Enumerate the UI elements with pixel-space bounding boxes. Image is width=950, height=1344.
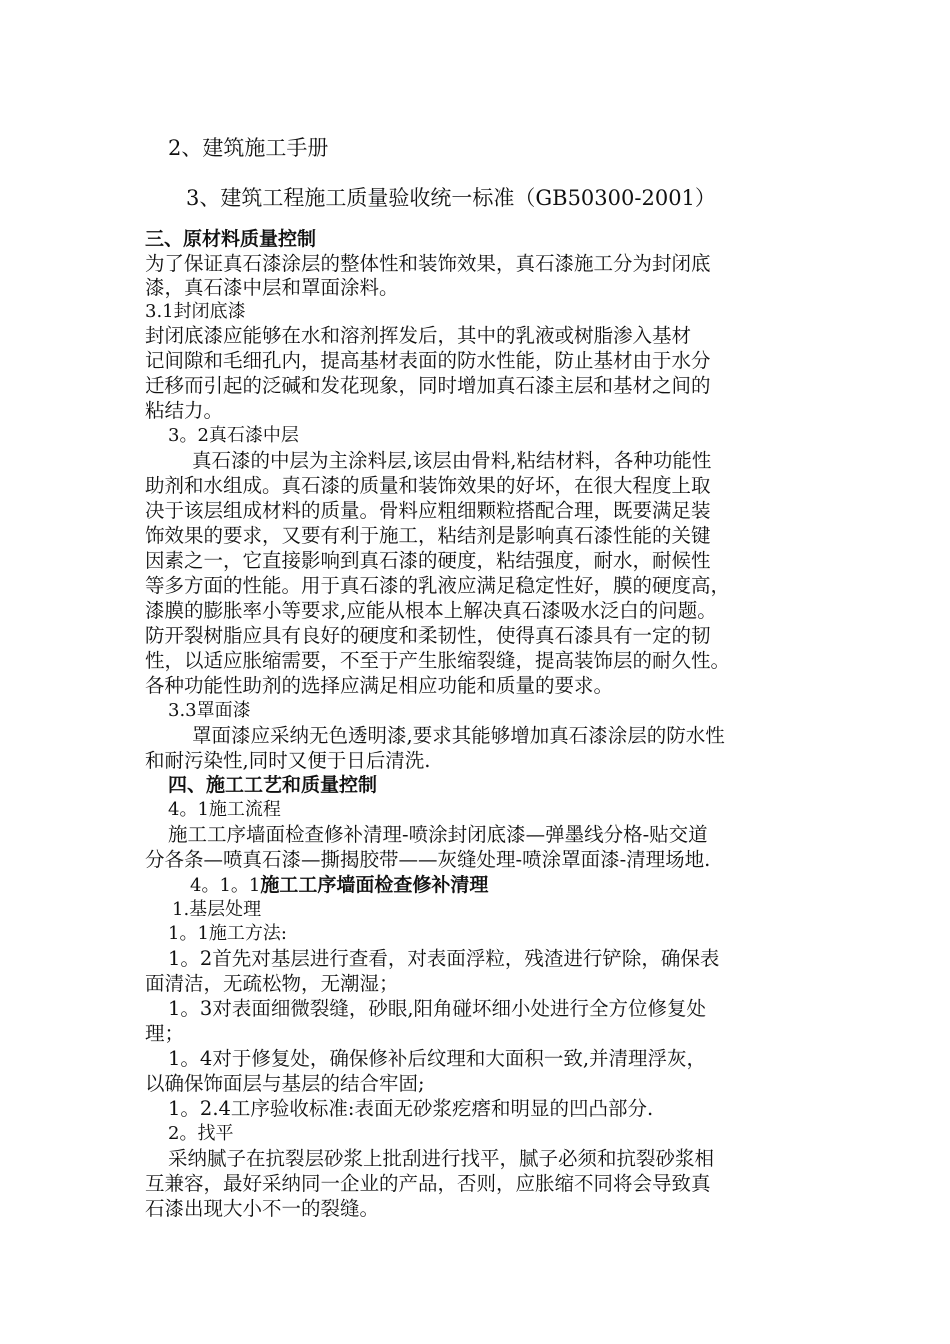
paragraph-line: 真石漆的中层为主涂料层,该层由骨料,粘结材料，各种功能性 (192, 449, 712, 472)
list-item: 2。找平 (168, 1123, 234, 1144)
list-item: 理； (145, 1022, 185, 1045)
subsection-title: 3.3罩面漆 (168, 700, 251, 721)
reference-item: 2、建筑施工手册 (168, 136, 329, 160)
paragraph-line: 防开裂树脂应具有良好的硬度和柔韧性，使得真石漆具有一定的韧 (145, 624, 711, 647)
paragraph-line: 性，以适应胀缩需要，不至于产生胀缩裂缝，提高装饰层的耐久性。 (145, 649, 731, 672)
subsection-title: 4。1施工流程 (168, 799, 281, 820)
paragraph-line: 施工工序墙面检查修补清理-喷涂封闭底漆—弹墨线分格-贴交道 (168, 823, 708, 846)
paragraph-line: 罩面漆应采纳无色透明漆,要求其能够增加真石漆涂层的防水性 (192, 724, 725, 747)
list-item: 1.基层处理 (172, 899, 262, 920)
paragraph-line: 采纳腻子在抗裂层砂浆上批刮进行找平，腻子必须和抗裂砂浆相 (168, 1147, 715, 1170)
paragraph-line: 封闭底漆应能够在水和溶剂挥发后，其中的乳液或树脂渗入基材 (145, 324, 692, 347)
list-item: 面清洁，无疏松物，无潮湿； (145, 972, 399, 995)
subsection-title: 3.1封闭底漆 (145, 301, 246, 322)
paragraph-line: 各种功能性助剂的选择应满足相应功能和质量的要求。 (145, 674, 614, 697)
subsubsection-title (190, 873, 488, 898)
subsubsection-label: 施工工序墙面检查修补清理 (260, 874, 489, 896)
paragraph-line: 和耐污染性,同时又便于日后清洗. (145, 749, 431, 772)
paragraph-line: 漆，真石漆中层和罩面涂料。 (145, 276, 399, 299)
paragraph-line: 饰效果的要求，又要有利于施工，粘结剂是影响真石漆性能的关键 (145, 524, 711, 547)
subsubsection-number: 4。1。1 (190, 875, 261, 896)
paragraph-line: 互兼容，最好采纳同一企业的产品，否则，应胀缩不同将会导致真 (145, 1172, 711, 1195)
list-item: 1。2.4工序验收标准:表面无砂浆疙瘩和明显的凹凸部分. (168, 1097, 654, 1120)
paragraph-line: 决于该层组成材料的质量。骨料应粗细颗粒搭配合理，既要满足装 (145, 499, 711, 522)
list-item: 以确保饰面层与基层的结合牢固; (145, 1072, 425, 1095)
paragraph-line: 因素之一，它直接影响到真石漆的硬度，粘结强度，耐水，耐候性 (145, 549, 711, 572)
paragraph-line: 等多方面的性能。用于真石漆的乳液应满足稳定性好，膜的硬度高， (145, 574, 731, 597)
paragraph-line: 为了保证真石漆涂层的整体性和装饰效果，真石漆施工分为封闭底 (145, 252, 711, 275)
paragraph-line: 记间隙和毛细孔内，提高基材表面的防水性能，防止基材由于水分 (145, 349, 711, 372)
paragraph-line: 漆膜的膨胀率小等要求,应能从根本上解决真石漆吸水泛白的问题。 (145, 599, 717, 622)
paragraph-line: 粘结力。 (145, 399, 224, 422)
list-item: 1。2首先对基层进行查看，对表面浮粒，残渣进行铲除，确保表 (168, 947, 720, 970)
paragraph-line: 分各条—喷真石漆—撕揭胶带——灰缝处理-喷涂罩面漆-清理场地. (145, 848, 711, 871)
reference-item: 3、建筑工程施工质量验收统一标准（GB50300-2001） (186, 186, 716, 210)
section-heading: 三、原材料质量控制 (145, 228, 317, 250)
section-heading: 四、施工工艺和质量控制 (168, 774, 378, 796)
paragraph-line: 石漆出现大小不一的裂缝。 (145, 1197, 380, 1220)
list-item: 1。1施工方法: (168, 923, 287, 944)
subsection-title: 3。2真石漆中层 (168, 425, 299, 446)
paragraph-line: 助剂和水组成。真石漆的质量和装饰效果的好坏，在很大程度上取 (145, 474, 711, 497)
list-item: 1。3对表面细微裂缝，砂眼,阳角碰坏细小处进行全方位修复处 (168, 997, 707, 1020)
paragraph-line: 迁移而引起的泛碱和发花现象，同时增加真石漆主层和基材之间的 (145, 374, 711, 397)
list-item: 1。4对于修复处，确保修补后纹理和大面积一致,并清理浮灰， (168, 1047, 707, 1070)
